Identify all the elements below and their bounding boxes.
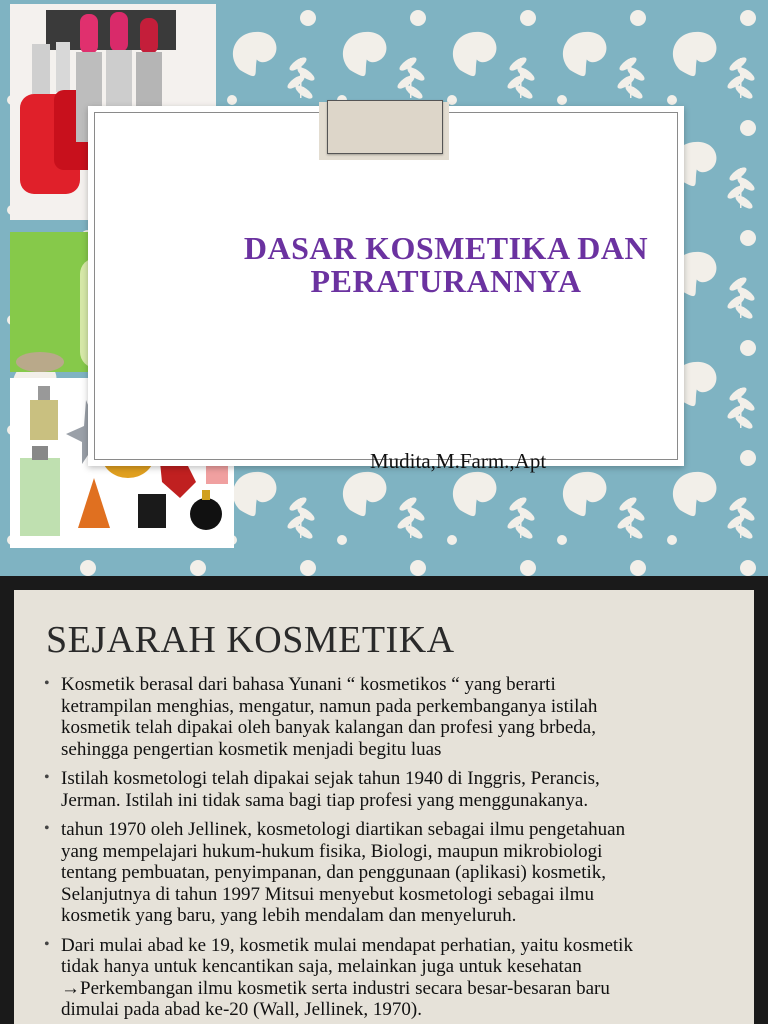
bullet-list: [44, 674, 750, 1029]
bullet-icon: •: [44, 935, 50, 953]
bullet-text: Kosmetik berasal dari bahasa Yunani “ kosmetikos “ yang berarti ketrampilan menghias, mengatur, namun pada perkembanganya istilah kosmetik telah dipakai oleh banyak kalangan dan profesi yang brbeda, sehingga pengertian kosmetik menjadi begitu luas: [61, 674, 598, 760]
history-slide: [0, 576, 768, 1024]
bullet-icon: •: [44, 820, 50, 837]
bullet-item: [44, 768, 750, 811]
slide-title: DASAR KOSMETIKA DAN PERATURANNYA: [243, 230, 649, 299]
bullet-item: [44, 674, 750, 760]
bullet-text: tahun 1970 oleh Jellinek, kosmetologi diartikan sebagai ilmu pengetahuan yang mempelajari hukum-hukum fisika, Biologi, maupun mikrobiologi tentang pembuatan, penyimpanan, dan penggunaan (aplikasi) kosmetik, Selanjutnya di tahun 1997 Mitsui menyebut kosmetologi sebagai ilmu kosmetik yang baru, yang lebih mendalam dan menyeluruh.: [61, 819, 626, 926]
title-tab: [327, 100, 443, 154]
bullet-icon: •: [44, 675, 50, 692]
bullet-text: Istilah kosmetologi telah dipakai sejak tahun 1940 di Inggris, Perancis, Jerman. Istilah ini tidak sama bagi tiap profesi yang menggunakanya.: [61, 768, 600, 811]
bullet-icon: •: [44, 769, 50, 786]
author-name: Mudita,M.Farm.,Apt: [370, 449, 547, 473]
slide-heading: SEJARAH KOSMETIKA: [46, 619, 455, 661]
bullet-text: Dari mulai abad ke 19, kosmetik mulai mendapat perhatian, yaitu kosmetik tidak hanya untuk kencantikan saja, melainkan juga untuk kesehatan →Perkembangan ilmu kosmetik serta industri secara besar-besaran baru dimulai pada abad ke-20 (Wall, Jellinek, 1970).: [61, 934, 633, 1020]
bullet-item: [44, 819, 750, 927]
content-panel: [14, 590, 754, 1024]
bullet-item: [44, 935, 750, 1021]
